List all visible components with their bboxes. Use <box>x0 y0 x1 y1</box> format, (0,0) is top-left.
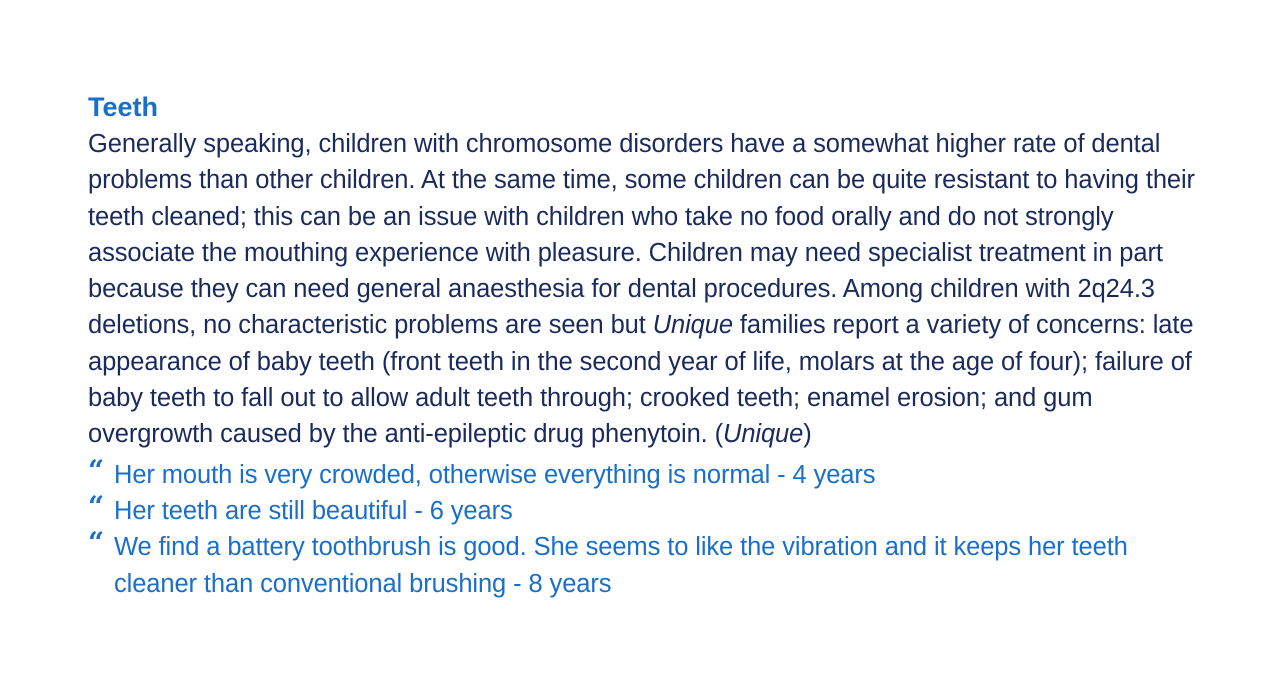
quote-mark-icon: “ <box>88 489 105 523</box>
body-paragraph <box>88 126 1198 453</box>
quote-item <box>88 453 1198 493</box>
paragraph-text-1: Generally speaking, children with chromosome disorders have a somewhat higher rate of dental problems than other children. At the same time, some children can be quite resistant to having their teeth cleaned; this can be an issue with children who take no food orally and do not strongly associate the mouthing experience with pleasure. Children may need specialist treatment in part because they can need general anaesthesia for dental procedures. Among children with 2q24.3 deletions, no characteristic problems are seen but <box>88 130 1195 340</box>
section-title: Teeth <box>88 92 159 122</box>
quote-list <box>88 453 1198 602</box>
quote-text: We find a battery toothbrush is good. She seems to like the vibration and it keeps her teeth cleaner than conventional brushing - 8 years <box>114 533 1128 598</box>
unique-italic: Unique <box>652 311 733 340</box>
paragraph-text-2: families report a variety of concerns: late appearance of baby teeth (front teeth in the second year of life, molars at the age of four); failure of baby teeth to fall out to allow adult teeth through; crooked teeth; enamel erosion; and gum overgrowth caused by the anti-epileptic drug phenytoin. ( <box>88 311 1194 449</box>
teeth-section <box>88 88 1198 602</box>
quote-mark-icon: “ <box>88 526 105 560</box>
source-italic: Unique <box>723 420 804 449</box>
quote-item <box>88 526 1198 602</box>
quote-text: Her teeth are still beautiful - 6 years <box>114 496 513 525</box>
quote-item <box>88 489 1198 529</box>
quote-text: Her mouth is very crowded, otherwise everything is normal - 4 years <box>114 460 876 489</box>
quote-mark-icon: “ <box>88 453 105 487</box>
paragraph-text-3: ) <box>803 420 812 449</box>
